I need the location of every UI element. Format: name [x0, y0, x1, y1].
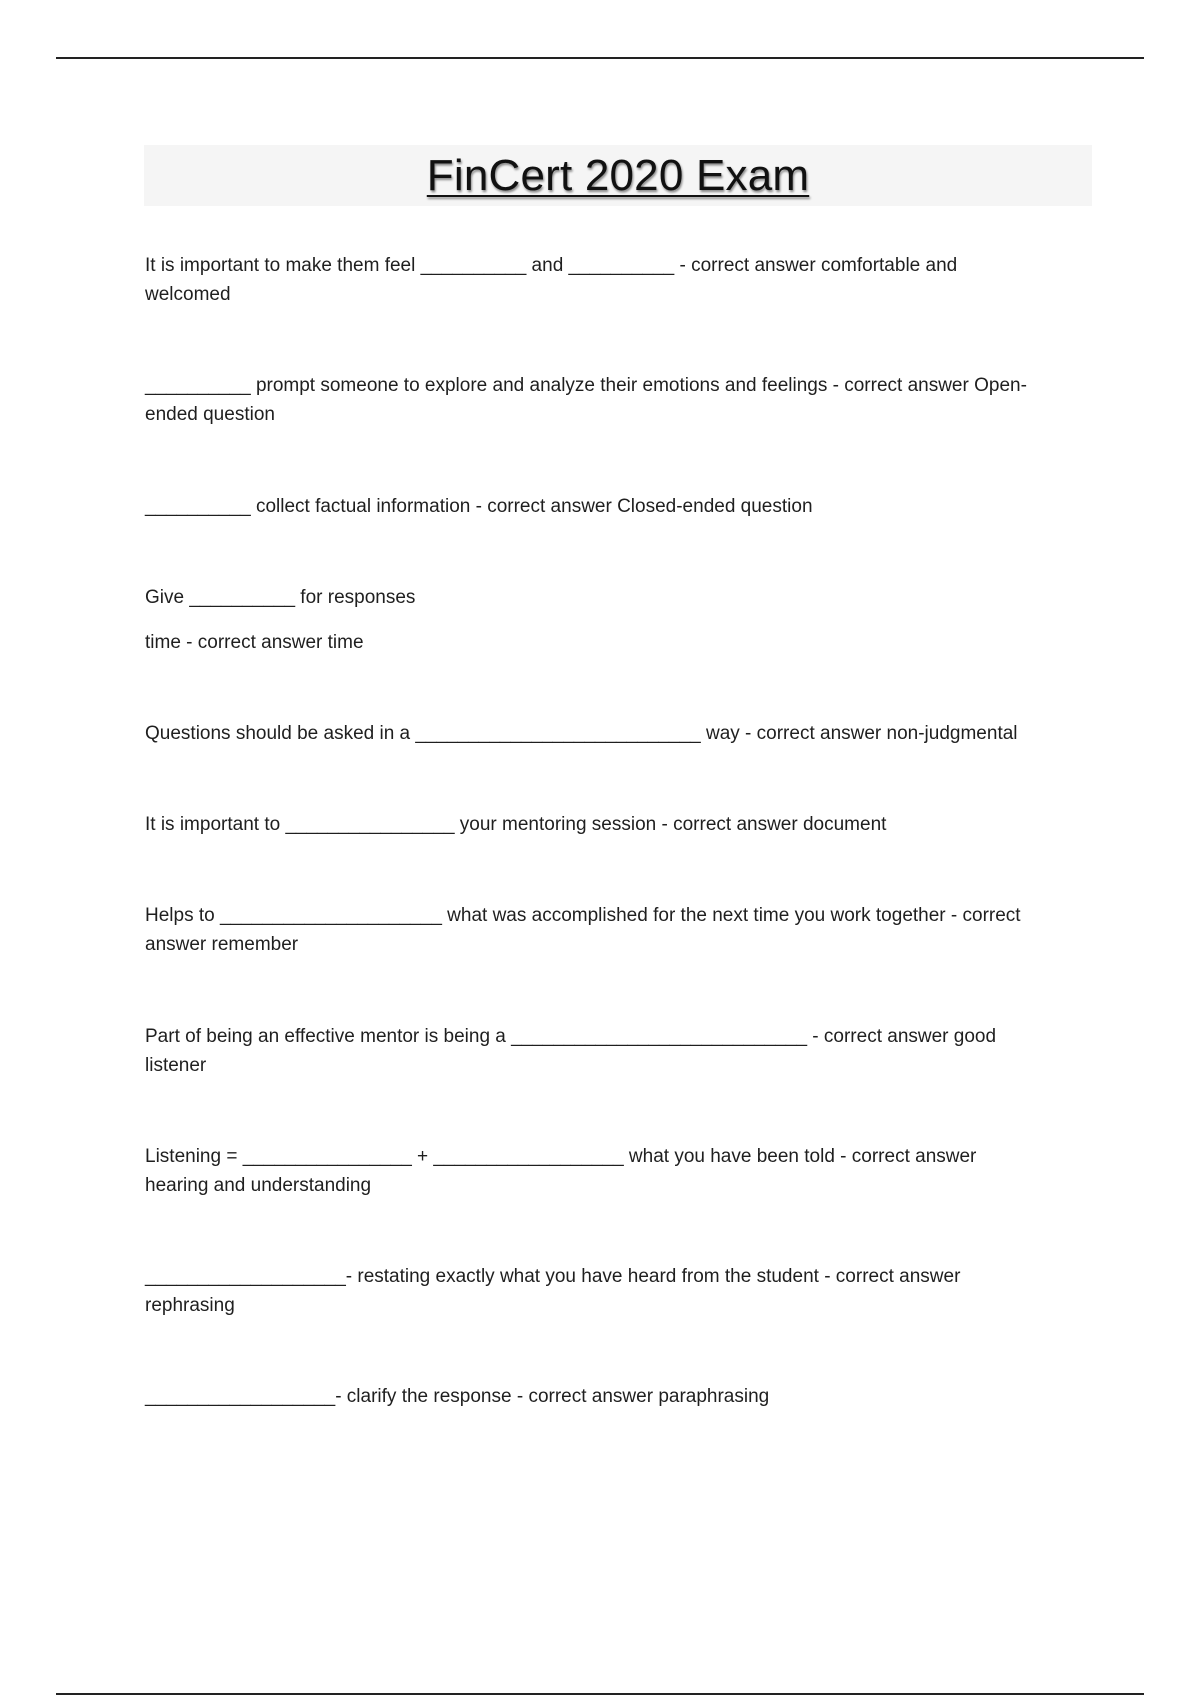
question-item-9	[145, 1142, 1095, 1200]
title-band	[144, 145, 1092, 206]
question-text: ___________________- restating exactly what you have heard from the student - correct answer	[145, 1266, 961, 1287]
question-text: Give __________ for responses	[145, 587, 416, 608]
question-item-10	[145, 1262, 1095, 1320]
question-text: ended question	[145, 404, 275, 425]
question-text: welcomed	[145, 284, 231, 305]
page-title: FinCert 2020 Exam	[426, 150, 810, 200]
question-text: It is important to ________________ your mentoring session - correct answer document	[145, 814, 887, 835]
question-item-6	[145, 810, 1095, 839]
question-text: listener	[145, 1055, 207, 1076]
question-text: time - correct answer time	[145, 632, 364, 653]
question-item-1	[145, 251, 1095, 309]
question-text: Questions should be asked in a ___________________________ way - correct answer non-judgmental	[145, 723, 1018, 744]
question-item-11	[145, 1382, 1095, 1411]
question-text: answer remember	[145, 934, 299, 955]
question-text: Listening = ________________ + __________________ what you have been told - correct answer	[145, 1146, 977, 1167]
footer-rule	[56, 1693, 1144, 1695]
question-text: Helps to _____________________ what was accomplished for the next time you work together - correct	[145, 905, 1021, 926]
question-text: rephrasing	[145, 1295, 235, 1316]
answer-line	[145, 628, 1095, 657]
question-item-2	[145, 371, 1095, 429]
question-text: __________ collect factual information - correct answer Closed-ended question	[145, 496, 813, 517]
question-item-5	[145, 719, 1095, 748]
question-item-3	[145, 492, 1095, 521]
question-text: Part of being an effective mentor is being a ____________________________ - correct answer good	[145, 1026, 997, 1047]
question-text: hearing and understanding	[145, 1175, 372, 1196]
header-rule	[56, 57, 1144, 59]
question-text: __________ prompt someone to explore and analyze their emotions and feelings - correct answer Open-	[145, 375, 1027, 396]
question-item-4	[145, 583, 1095, 612]
question-item-8	[145, 1022, 1095, 1080]
question-item-7	[145, 901, 1095, 959]
question-text: It is important to make them feel __________ and __________ - correct answer comfortable and	[145, 255, 958, 276]
question-text: __________________- clarify the response - correct answer paraphrasing	[145, 1386, 770, 1407]
